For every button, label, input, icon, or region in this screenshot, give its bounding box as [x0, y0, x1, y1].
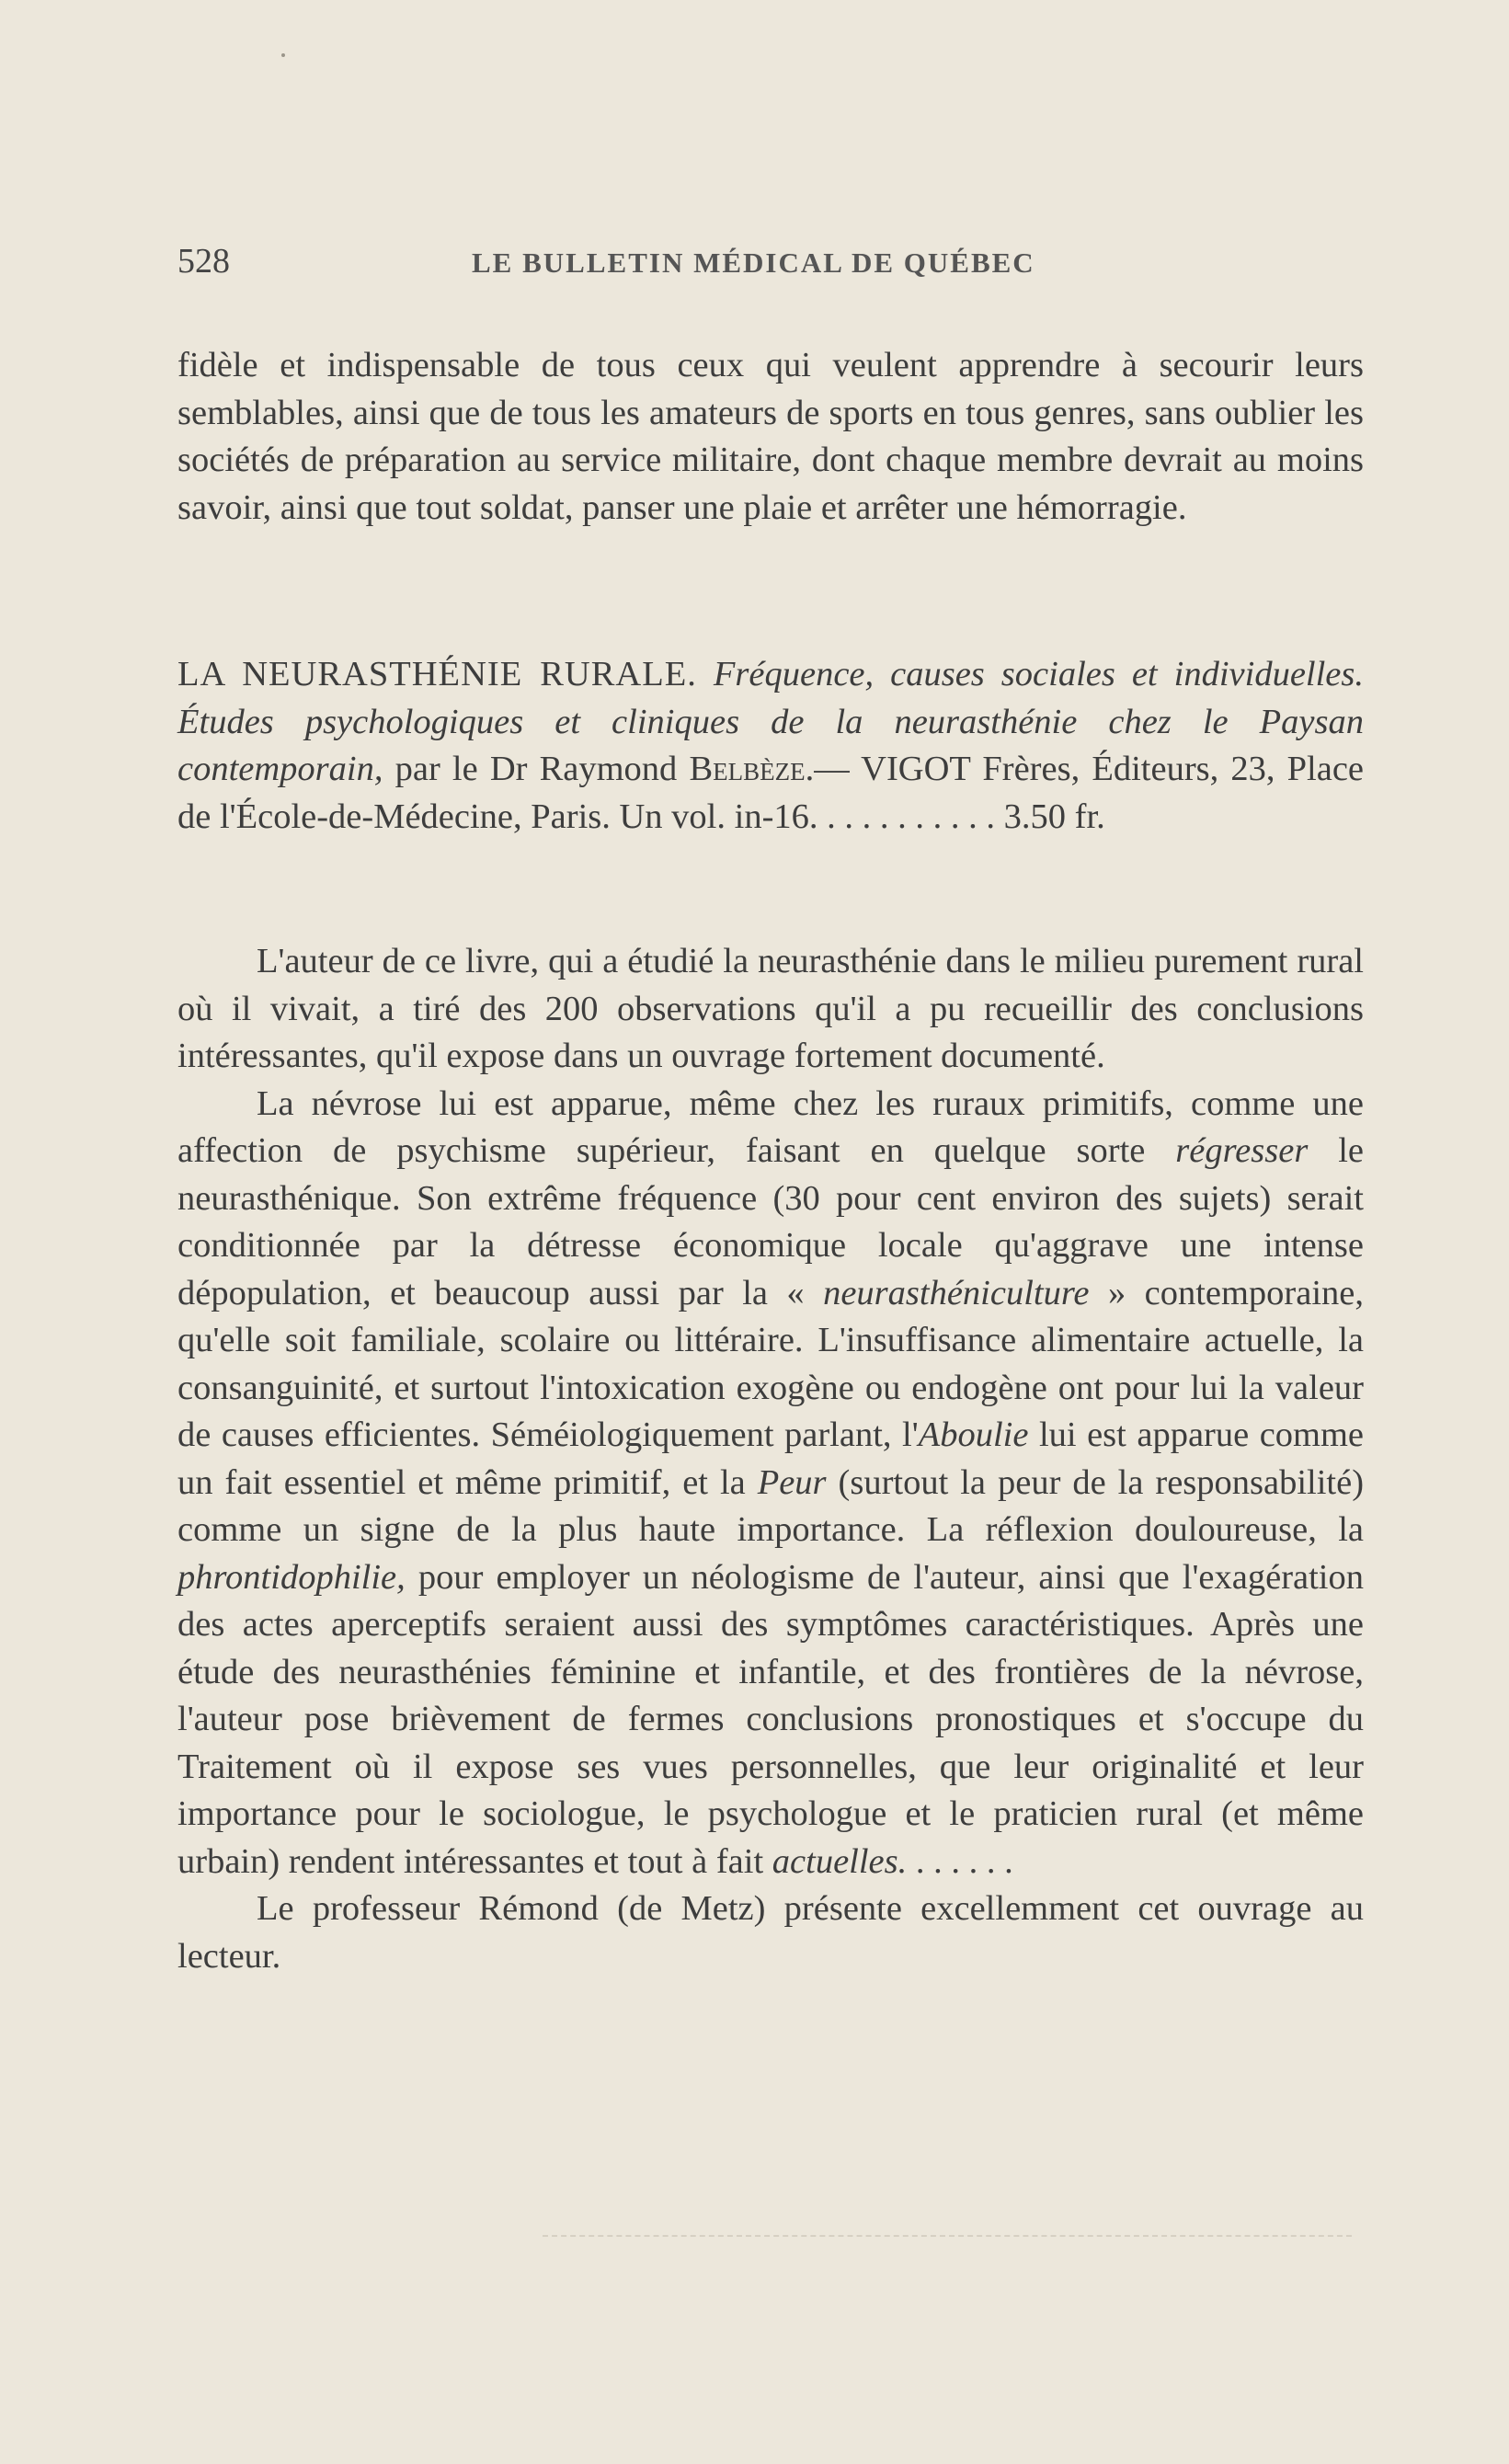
review-p2-italic-peur: Peur	[757, 1462, 827, 1502]
review-author-prefix: par le Dr Raymond	[394, 750, 678, 788]
review-paragraph-1: L'auteur de ce livre, qui a étudié la neurasthénie dans le milieu purement rural où il vivait, a tiré des 200 observations qu'il a pu recueillir des conclusions intéressantes, qu'il expose dans un ouvrage fortement documenté.	[177, 942, 1364, 1075]
review-p2-text-g: . . . . . .	[915, 1841, 1013, 1881]
review-price: 3.50 fr.	[1003, 797, 1105, 836]
review-subtitle: Fréquence, causes sociales et individuelles. Études psychologiques et cliniques de la neurasthénie chez le Paysan contemporain,	[177, 655, 1365, 788]
review-p2-text-d: lui est apparue comme un fait essentiel et même primitif, et la	[177, 1415, 1365, 1502]
review-p2-text-f: pour employer un néologisme de l'auteur, ainsi que l'exagération des actes aperceptifs seraient aussi des symptômes caractéristiques. Après une étude des neurasthénies féminine et infantile, et des frontières de la névrose, l'auteur pose brièvement de fermes conclusions pronostiques et s'occupe du Traitement où il expose ses vues personnelles, que leur originalité et leur importance pour le sociologue, le psychologue et le praticien rural (et même urbain) rendent intéressantes et tout à fait	[177, 1557, 1364, 1881]
page-number: 528	[177, 242, 230, 281]
review-p2-text-c: » contemporaine, qu'elle soit familiale, scolaire ou littéraire. L'insuffisance alimentaire actuelle, la consanguinité, et surtout l'intoxication exogène ou endogène ont pour lui la valeur de causes efficientes. Séméiologiquement parlant, l'	[177, 1273, 1364, 1454]
review-p2-italic-regresser: régresser	[1175, 1131, 1309, 1170]
review-p2-text-e: (surtout la peur de la responsabilité) comme un signe de la plus haute importance. La réflexion douloureuse, la	[177, 1462, 1365, 1549]
review-citation	[177, 651, 1364, 841]
review-p2-text-b: le neurasthénique. Son extrême fréquence (30 pour cent environ des sujets) serait conditionnée par la détresse économique locale qu'aggrave une intense dépopulation, et beaucoup aussi par la «	[177, 1131, 1365, 1312]
review-title: LA NEURASTHÉNIE RURALE.	[177, 655, 697, 693]
review-p2-italic-actuelles: actuelles.	[772, 1841, 908, 1881]
review-p2-italic-aboulie: Aboulie	[918, 1415, 1029, 1454]
paper-speck	[281, 53, 285, 57]
continued-paragraph: fidèle et indispensable de tous ceux qui veulent apprendre à secourir leurs semblables, ainsi que de tous les amateurs de sports en tous genres, sans oublier les sociétés de préparation au service militaire, dont chaque membre devrait au moins savoir, ainsi que tout soldat, panser une plaie et arrêter une hémorragie.	[177, 346, 1364, 527]
review-publisher: .— VIGOT Frères, Éditeurs, 23, Place de l'École-de-Médecine, Paris. Un vol. in-16. . . . . . . . . . .	[177, 750, 1365, 836]
journal-title: LE BULLETIN MÉDICAL DE QUÉBEC	[472, 246, 1035, 279]
review-paragraph-3: Le professeur Rémond (de Metz) présente excellemment cet ouvrage au lecteur.	[177, 1889, 1364, 1976]
review-body	[177, 938, 1364, 1980]
running-head	[177, 241, 1364, 287]
review-p2-text-a: La névrose lui est apparue, même chez les ruraux primitifs, comme une affection de psychisme supérieur, faisant en quelque sorte	[177, 1083, 1364, 1170]
review-paragraph-2	[177, 1081, 1364, 1886]
section-divider	[543, 2235, 1352, 2239]
review-author-surname: Belbèze	[689, 750, 806, 788]
review-p2-italic-phrontidophilie: phrontidophilie,	[177, 1557, 406, 1597]
review-p2-italic-neurastheniculture: neurasthéniculture	[823, 1273, 1090, 1312]
